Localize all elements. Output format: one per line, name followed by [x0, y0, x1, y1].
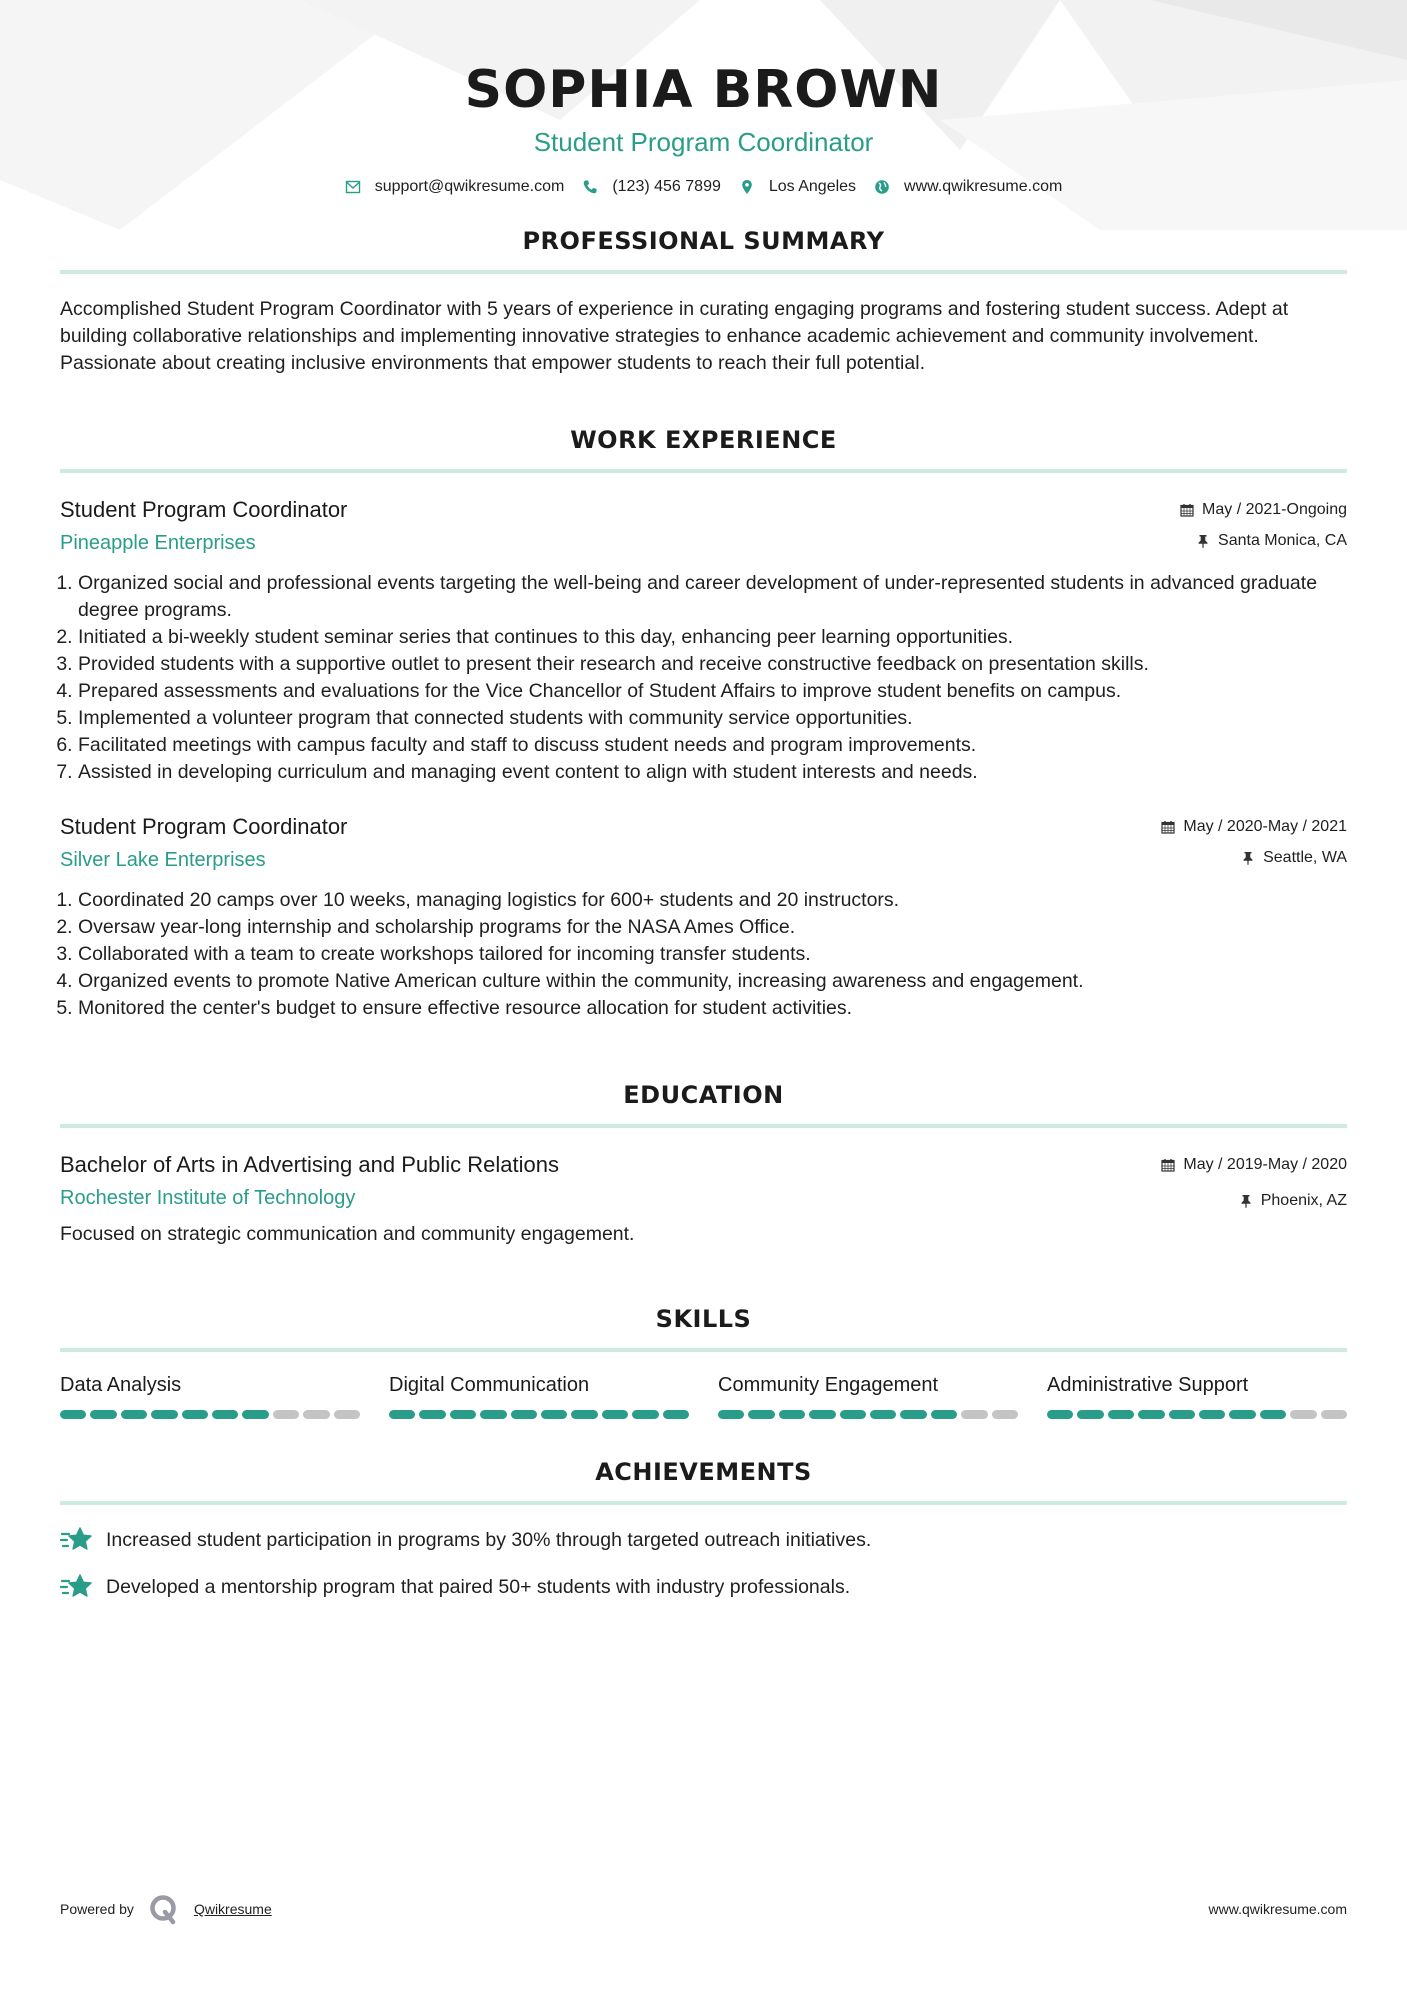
job-bullet: 4. Prepared assessments and evaluations for the Vice Chancellor of Student Affairs to improve student benefits on campus. [78, 678, 1347, 705]
contact-row [60, 178, 1347, 196]
achievement-text: Increased student participation in programs by 30% through targeted outreach initiatives. [106, 1528, 872, 1551]
skill-name: Community Engagement [718, 1374, 939, 1396]
phone-icon [582, 179, 598, 195]
candidate-role: Student Program Coordinator [533, 127, 874, 157]
powered-by-label: Powered by [60, 1901, 134, 1917]
job-bullet: 3. Provided students with a supportive outlet to present their research and receive constructive feedback on presentation skills. [78, 651, 1347, 678]
skill-segment-filled [151, 1410, 177, 1419]
pushpin-icon [1196, 534, 1210, 548]
skill-segment-empty [1290, 1410, 1316, 1419]
page-footer [60, 1893, 1347, 1925]
skill-segment-filled [511, 1410, 537, 1419]
contact-phone[interactable] [582, 178, 721, 196]
experience-section [60, 425, 1347, 1022]
skill-segment-filled [1260, 1410, 1286, 1419]
experience-heading: WORK EXPERIENCE [570, 426, 837, 454]
contact-email[interactable] [345, 178, 565, 196]
skill-segment-filled [1169, 1410, 1195, 1419]
school-name: Rochester Institute of Technology [60, 1187, 356, 1209]
achievements-heading: ACHIEVEMENTS [595, 1458, 812, 1486]
job-bullet: 5. Implemented a volunteer program that connected students with community service opportunities. [78, 705, 1347, 732]
map-pin-icon [739, 179, 755, 195]
skill-item [1047, 1372, 1347, 1419]
skill-segment-filled [541, 1410, 567, 1419]
skill-segment-filled [840, 1410, 866, 1419]
job-bullet: 2. Oversaw year-long internship and scholarship programs for the NASA Ames Office. [78, 914, 1347, 941]
job-bullet: 5. Monitored the center's budget to ensure effective resource allocation for student activities. [78, 995, 1347, 1022]
pushpin-icon [1241, 851, 1255, 865]
section-divider [60, 1124, 1347, 1128]
summary-heading: PROFESSIONAL SUMMARY [522, 227, 885, 255]
education-location: Phoenix, AZ [1260, 1192, 1347, 1209]
contact-phone-text: (123) 456 7899 [612, 178, 721, 195]
section-divider [60, 469, 1347, 473]
section-divider [60, 1348, 1347, 1352]
skill-item [718, 1372, 1018, 1419]
job-bullet: 7. Assisted in developing curriculum and managing event content to align with student interests and needs. [78, 759, 1347, 786]
job-bullet: 2. Initiated a bi-weekly student seminar series that continues to this day, enhancing peer learning opportunities. [78, 624, 1347, 651]
calendar-icon [1180, 503, 1194, 517]
job-title: Student Program Coordinator [60, 814, 348, 839]
job-bullets [60, 887, 1347, 1022]
skill-level-bar [718, 1410, 1018, 1419]
education-description: Focused on strategic communication and community engagement. [60, 1223, 635, 1245]
skill-segment-filled [870, 1410, 896, 1419]
qwikresume-logo-icon [148, 1893, 180, 1925]
skill-segment-filled [60, 1410, 86, 1419]
skill-segment-filled [212, 1410, 238, 1419]
achievement-text: Developed a mentorship program that paired 50+ students with industry professionals. [106, 1575, 851, 1598]
skill-level-bar [389, 1410, 689, 1419]
job-entry [60, 812, 1347, 1022]
resume-header [60, 0, 1347, 196]
skill-name: Data Analysis [60, 1374, 182, 1396]
skill-segment-filled [419, 1410, 445, 1419]
qwikresume-link[interactable]: Qwikresume [193, 1901, 272, 1917]
contact-website[interactable] [874, 178, 1062, 196]
section-divider [60, 1501, 1347, 1505]
skill-segment-filled [1138, 1410, 1164, 1419]
skill-segment-empty [273, 1410, 299, 1419]
skills-section [60, 1304, 1347, 1419]
skill-segment-empty [1321, 1410, 1347, 1419]
shooting-star-icon [60, 1572, 94, 1602]
job-entry [60, 495, 1347, 786]
job-bullets [60, 570, 1347, 786]
contact-email-text: support@qwikresume.com [374, 178, 565, 195]
achievements-section [60, 1457, 1347, 1602]
candidate-name: SOPHIA BROWN [464, 60, 943, 120]
skill-segment-filled [121, 1410, 147, 1419]
job-bullet: 3. Collaborated with a team to create workshops tailored for incoming transfer students. [78, 941, 1347, 968]
skill-segment-empty [961, 1410, 987, 1419]
contact-location [739, 178, 856, 196]
summary-section [60, 226, 1347, 377]
education-dates: May / 2019-May / 2020 [1183, 1156, 1347, 1173]
skill-segment-empty [303, 1410, 329, 1419]
achievement-item [60, 1572, 1347, 1602]
education-entry [60, 1150, 1347, 1248]
skill-segment-filled [809, 1410, 835, 1419]
contact-location-text: Los Angeles [768, 178, 857, 195]
skill-segment-filled [242, 1410, 268, 1419]
job-bullet: 1. Coordinated 20 camps over 10 weeks, managing logistics for 600+ students and 20 instructors. [78, 887, 1347, 914]
skill-item [60, 1372, 360, 1419]
job-bullet: 1. Organized social and professional events targeting the well-being and career development of under-represented students in advanced graduate degree programs. [78, 570, 1347, 624]
skill-name: Digital Communication [389, 1374, 590, 1396]
skill-segment-empty [334, 1410, 360, 1419]
job-dates: May / 2021-Ongoing [1202, 501, 1347, 518]
education-section [60, 1080, 1347, 1248]
skill-segment-filled [1077, 1410, 1103, 1419]
skill-segment-filled [748, 1410, 774, 1419]
job-company: Silver Lake Enterprises [60, 849, 266, 871]
skill-segment-empty [992, 1410, 1018, 1419]
skill-segment-filled [900, 1410, 926, 1419]
skill-level-bar [1047, 1410, 1347, 1419]
summary-text: Accomplished Student Program Coordinator with 5 years of experience in curating engaging programs and fostering student success. Adept at building collaborative relationships and implementing innovative strategies to enhance academic achievement and community involvement. Passionate about creating inclusive environments that empower students to reach their full potential. [60, 298, 1289, 374]
job-title: Student Program Coordinator [60, 497, 348, 522]
envelope-icon [345, 179, 361, 195]
skill-segment-filled [450, 1410, 476, 1419]
skill-segment-filled [1108, 1410, 1134, 1419]
skill-segment-filled [182, 1410, 208, 1419]
skills-grid [60, 1372, 1347, 1419]
skill-item [389, 1372, 689, 1419]
skill-name: Administrative Support [1047, 1374, 1249, 1396]
job-dates: May / 2020-May / 2021 [1183, 818, 1347, 835]
achievement-item [60, 1525, 1347, 1555]
job-bullet: 4. Organized events to promote Native American culture within the community, increasing awareness and engagement. [78, 968, 1347, 995]
skill-segment-filled [480, 1410, 506, 1419]
skill-segment-filled [663, 1410, 689, 1419]
job-company: Pineapple Enterprises [60, 532, 256, 554]
section-divider [60, 270, 1347, 274]
calendar-icon [1161, 820, 1175, 834]
skill-segment-filled [632, 1410, 658, 1419]
skill-segment-filled [571, 1410, 597, 1419]
shooting-star-icon [60, 1525, 94, 1555]
contact-website-text: www.qwikresume.com [904, 178, 1063, 195]
skill-segment-filled [389, 1410, 415, 1419]
skill-segment-filled [1047, 1410, 1073, 1419]
job-location: Santa Monica, CA [1218, 532, 1347, 549]
skill-segment-filled [718, 1410, 744, 1419]
pushpin-icon [1239, 1194, 1253, 1208]
skills-heading: SKILLS [655, 1305, 752, 1333]
globe-icon [874, 179, 890, 195]
skill-segment-filled [1199, 1410, 1225, 1419]
skill-segment-filled [602, 1410, 628, 1419]
footer-website[interactable]: www.qwikresume.com [1208, 1901, 1347, 1917]
skill-level-bar [60, 1410, 360, 1419]
degree-title: Bachelor of Arts in Advertising and Public Relations [60, 1152, 559, 1177]
skill-segment-filled [779, 1410, 805, 1419]
calendar-icon [1161, 1158, 1175, 1172]
education-heading: EDUCATION [623, 1081, 784, 1109]
skill-segment-filled [931, 1410, 957, 1419]
job-bullet: 6. Facilitated meetings with campus faculty and staff to discuss student needs and program improvements. [78, 732, 1347, 759]
skill-segment-filled [1229, 1410, 1255, 1419]
skill-segment-filled [90, 1410, 116, 1419]
job-location: Seattle, WA [1263, 849, 1347, 866]
